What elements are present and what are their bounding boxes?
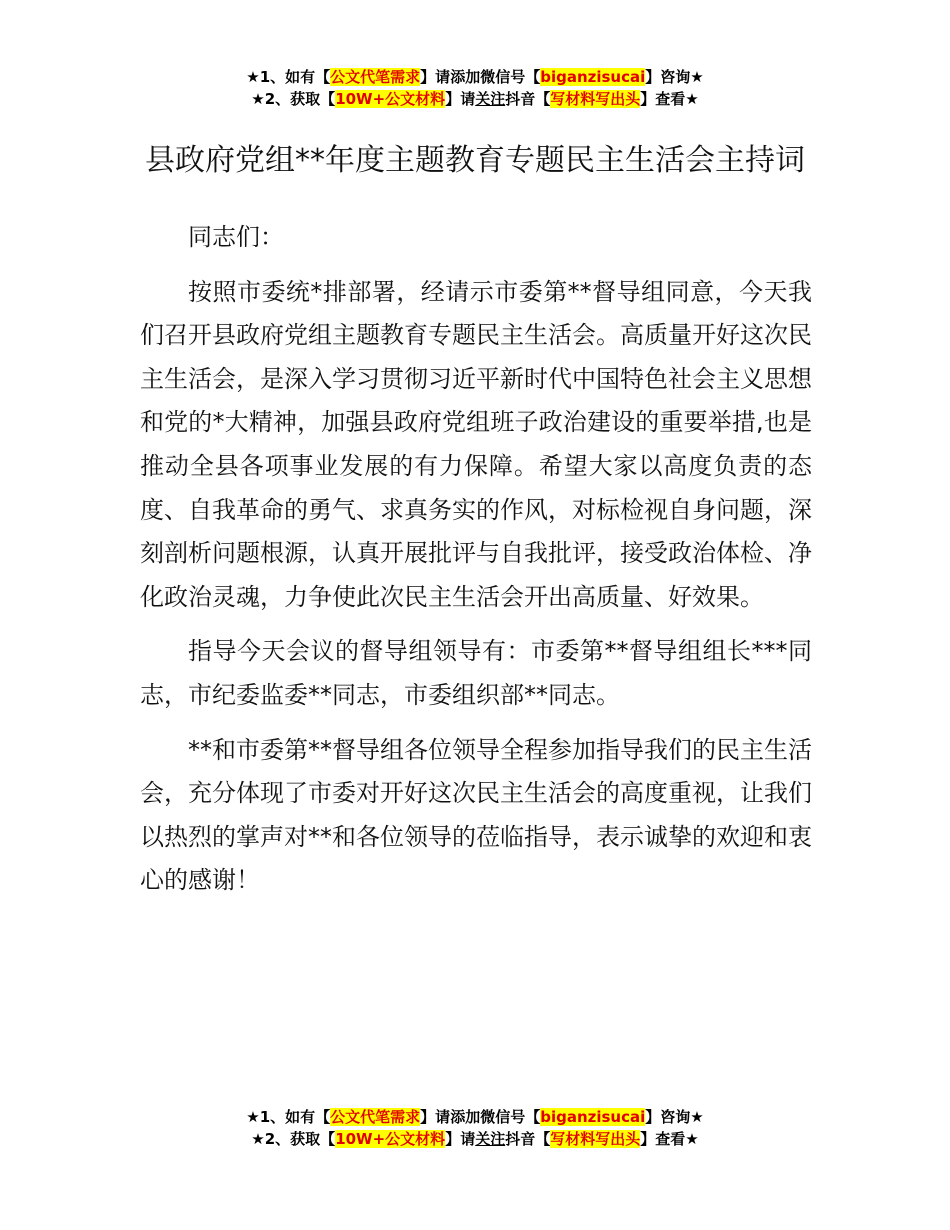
banner-keyword-add: 添加: [450, 1108, 481, 1126]
banner-text: 】咨询★: [645, 1108, 704, 1126]
banner-text: 】请: [445, 1130, 476, 1148]
banner-text: 】请: [445, 90, 476, 108]
highlight-wechat-id: biganzisucai: [540, 1108, 646, 1126]
paragraph: **和市委第**督导组各位领导全程参加指导我们的民主生活会，充分体现了市委对开好这次民主生活会的高度重视，让我们以热烈的掌声对**和各位领导的莅临指导，表示诚挚的欢迎和衷心的感谢！: [140, 735, 812, 895]
banner-keyword-follow: 关注: [475, 90, 506, 108]
banner-text: 微信号【: [480, 68, 541, 86]
banner-text: ★1、如有【: [246, 68, 331, 86]
paragraph: 按照市委统*排部署，经请示市委第**督导组同意，今天我们召开县政府党组主题教育专题民主生活会。高质量开好这次民主生活会，是深入学习贯彻习近平新时代中国特色社会主义思想和党的*大精神，加强县政府党组班子政治建设的重要举措,也是推动全县各项事业发展的有力保障。希望大家以高度负责的态度、自我革命的勇气、求真务实的作风，对标检视自身问题，深刻剖析问题根源，认真开展批评与自我批评，接受政治体检、净化政治灵魂，力争使此次民主生活会开出高质量、好效果。: [140, 277, 812, 611]
banner-text: 抖音【: [505, 1130, 551, 1148]
banner-text: ★1、如有【: [246, 1108, 331, 1126]
highlight-douyin-id: 写材料写出头: [550, 90, 641, 108]
footer-banner: [0, 1106, 950, 1150]
banner-keyword-follow: 关注: [475, 1130, 506, 1148]
highlight-materials: 10W+公文材料: [335, 90, 446, 108]
banner-line-2: [0, 1128, 950, 1150]
banner-line-1: [0, 1106, 950, 1128]
highlight-douyin-id: 写材料写出头: [550, 1130, 641, 1148]
banner-line-2: [0, 88, 950, 110]
header-banner: [0, 66, 950, 110]
banner-keyword-add: 添加: [450, 68, 481, 86]
highlight-service: 公文代笔需求: [330, 1108, 421, 1126]
banner-line-1: [0, 66, 950, 88]
highlight-wechat-id: biganzisucai: [540, 68, 646, 86]
banner-text: 】咨询★: [645, 68, 704, 86]
banner-text: 】请: [420, 1108, 451, 1126]
document-body: [140, 216, 812, 914]
banner-text: 微信号【: [480, 1108, 541, 1126]
banner-text: 】查看★: [640, 90, 699, 108]
document-title: 县政府党组**年度主题教育专题民主生活会主持词: [145, 143, 805, 179]
banner-text: 抖音【: [505, 90, 551, 108]
salutation: 同志们：: [188, 223, 284, 251]
banner-text: 】查看★: [640, 1130, 699, 1148]
highlight-materials: 10W+公文材料: [335, 1130, 446, 1148]
paragraph: 指导今天会议的督导组领导有：市委第**督导组组长***同志，市纪委监委**同志，市委组织部**同志。: [140, 637, 812, 709]
banner-text: 】请: [420, 68, 451, 86]
banner-text: ★2、获取【: [251, 90, 336, 108]
banner-text: ★2、获取【: [251, 1130, 336, 1148]
highlight-service: 公文代笔需求: [330, 68, 421, 86]
